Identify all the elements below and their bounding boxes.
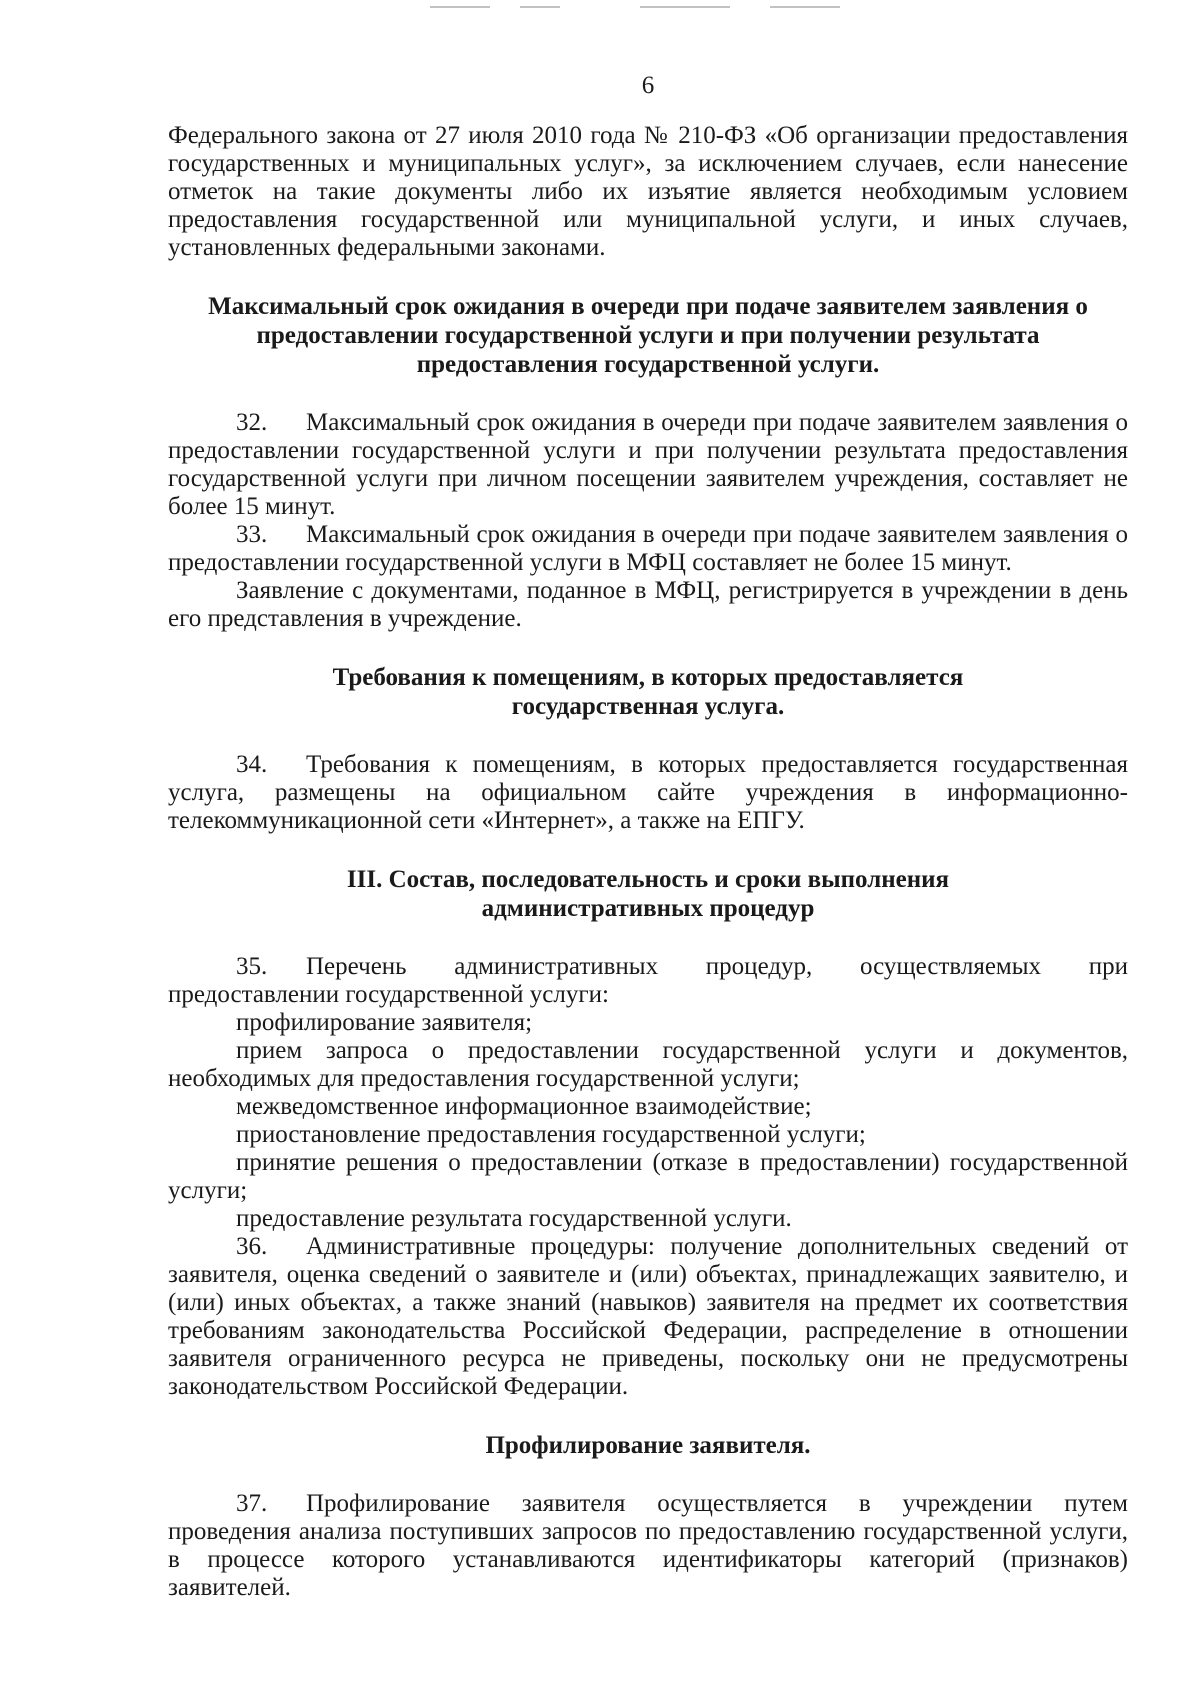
section-heading-procedures bbox=[204, 865, 1092, 923]
scan-artifact bbox=[770, 6, 840, 8]
paragraph-34 bbox=[168, 751, 1128, 835]
paragraph-text: Профилирование заявителя осуществляется в учреждении путем проведения анализа поступивших запросов по предоставлению государственной услуги, в процессе которого устанавливаются идентификаторы категорий (признаков) заявителей. bbox=[168, 1490, 1128, 1601]
list-item: предоставление результата государственной услуги. bbox=[236, 1205, 792, 1232]
paragraph-number: 33. bbox=[236, 521, 268, 548]
paragraph-number: 34. bbox=[236, 751, 268, 778]
heading-line: административных процедур bbox=[481, 895, 815, 922]
paragraph-number: 36. bbox=[236, 1233, 268, 1260]
paragraph-number: 35. bbox=[236, 953, 268, 980]
paragraph-number: 32. bbox=[236, 409, 268, 436]
paragraph-text: Максимальный срок ожидания в очереди при подаче заявителем заявления о предоставлении государственной услуги в МФЦ составляет не более 15 минут. bbox=[168, 521, 1128, 576]
scan-artifact bbox=[640, 6, 730, 8]
paragraph-number: 37. bbox=[236, 1490, 268, 1517]
list-item: прием запроса о предоставлении государственной услуги и документов, необходимых для предоставления государственной услуги; bbox=[168, 1037, 1128, 1092]
list-item: принятие решения о предоставлении (отказе в предоставлении) государственной услуги; bbox=[168, 1149, 1128, 1204]
intro-paragraph: Федерального закона от 27 июля 2010 года № 210-ФЗ «Об организации предоставления государственных и муниципальных услуг», за исключением случаев, если нанесение отметок на такие документы либо их изъятие является необходимым условием предоставления государственной или муниципальной услуги, и иных случаев, установленных федеральными законами. bbox=[168, 122, 1128, 261]
paragraph-text: Перечень административных процедур, осуществляемых при предоставлении государственной услуги: bbox=[168, 953, 1128, 1008]
heading-line: Профилирование заявителя. bbox=[485, 1432, 811, 1459]
heading-line: Требования к помещениям, в которых предоставляется bbox=[332, 664, 964, 691]
paragraph-35 bbox=[168, 953, 1128, 1009]
section-heading-premises bbox=[204, 663, 1092, 721]
list-item: приостановление предоставления государственной услуги; bbox=[236, 1121, 866, 1148]
scan-artifact bbox=[520, 6, 560, 8]
paragraph-36 bbox=[168, 1233, 1128, 1401]
heading-line: Максимальный срок ожидания в очереди при подаче заявителем заявления о bbox=[208, 293, 1088, 320]
list-item: межведомственное информационное взаимодействие; bbox=[236, 1093, 812, 1120]
paragraph-text: Административные процедуры: получение дополнительных сведений от заявителя, оценка сведений о заявителе и (или) объектах, принадлежащих заявителю, и (или) иных объектах, а также знаний (навыков) заявителя на предмет их соответствия требованиям законодательства Российской Федерации, распределение в отношении заявителя ограниченного ресурса не приведены, поскольку они не предусмотрены законодательством Российской Федерации. bbox=[168, 1233, 1128, 1400]
heading-line: предоставления государственной услуги. bbox=[416, 351, 880, 378]
paragraph-33-continued: Заявление с документами, поданное в МФЦ, регистрируется в учреждении в день его представления в учреждение. bbox=[168, 577, 1128, 632]
paragraph-text: Требования к помещениям, в которых предоставляется государственная услуга, размещены на официальном сайте учреждения в информационно-телекоммуникационной сети «Интернет», а также на ЕПГУ. bbox=[168, 751, 1128, 834]
paragraph-33 bbox=[168, 521, 1128, 577]
heading-line: III. Состав, последовательность и сроки выполнения bbox=[346, 866, 950, 893]
section-heading-profiling bbox=[204, 1431, 1092, 1460]
heading-line: предоставлении государственной услуги и при получении результата bbox=[256, 322, 1040, 349]
page-number: 6 bbox=[641, 72, 655, 99]
document-page bbox=[168, 72, 1128, 1602]
list-item: профилирование заявителя; bbox=[236, 1009, 533, 1036]
paragraph-37 bbox=[168, 1490, 1128, 1602]
paragraph-32 bbox=[168, 409, 1128, 521]
section-heading-waiting-time bbox=[204, 292, 1092, 379]
heading-line: государственная услуга. bbox=[511, 693, 785, 720]
paragraph-text: Максимальный срок ожидания в очереди при подаче заявителем заявления о предоставлении государственной услуги и при получении результата предоставления государственной услуги при личном посещении заявителем учреждения, составляет не более 15 минут. bbox=[168, 409, 1128, 520]
scan-artifact bbox=[430, 6, 490, 8]
